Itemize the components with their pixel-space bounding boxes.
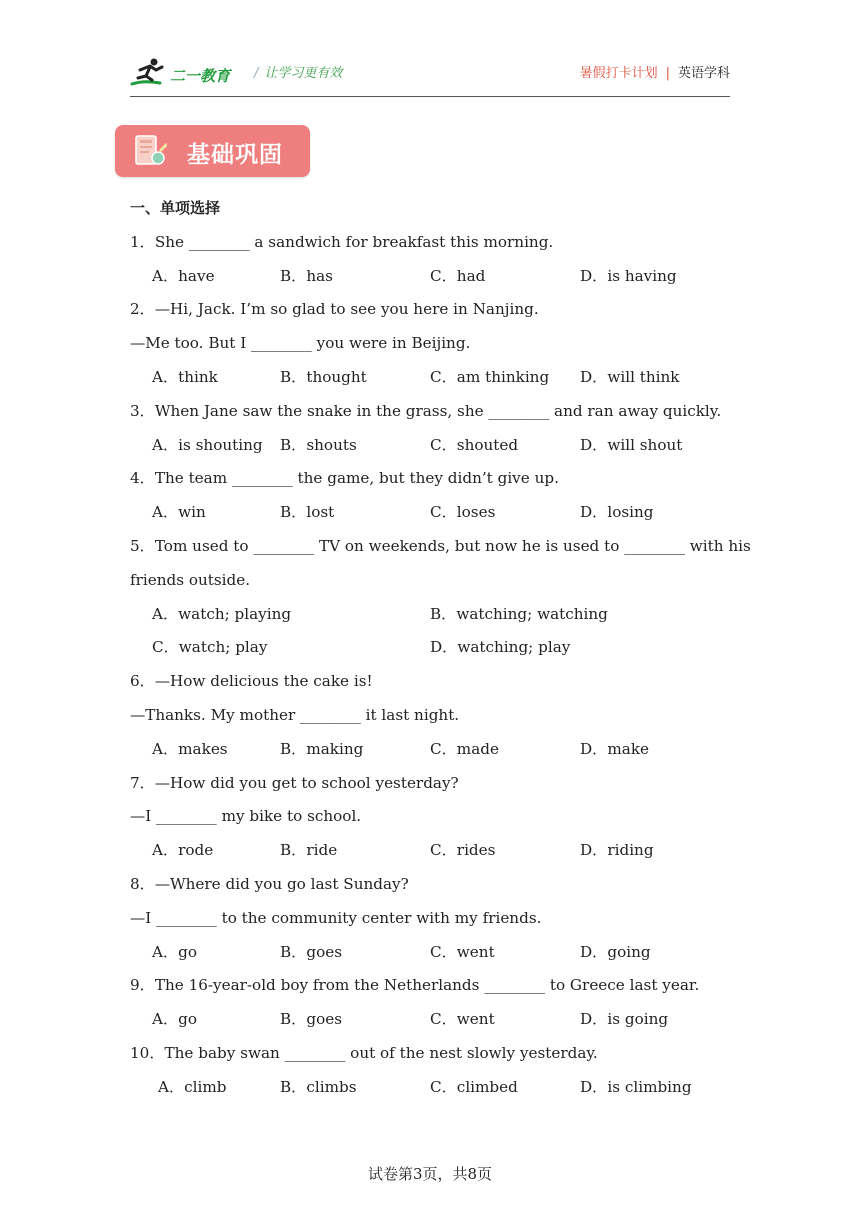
option-c: C．am thinking xyxy=(430,367,550,386)
option-b: B．ride xyxy=(280,841,338,860)
option-row xyxy=(130,834,730,868)
option-c: C．watch; play xyxy=(152,638,268,657)
option-c: C．climbed xyxy=(430,1077,518,1096)
plan-divider: | xyxy=(665,66,670,81)
option-row xyxy=(130,631,730,665)
option-a: A．think xyxy=(152,367,218,386)
option-d: D．make xyxy=(580,739,650,758)
question-stem: friends outside. xyxy=(130,570,251,589)
option-c: C．went xyxy=(430,942,495,961)
logo-text: 二一教育 xyxy=(170,67,231,85)
option-d: D．riding xyxy=(580,841,654,860)
page-footer: 试卷第3页，共8页 xyxy=(367,1165,493,1183)
header-rule xyxy=(130,96,730,97)
question-stem: —I ________ to the community center with my friends. xyxy=(130,908,542,927)
option-b: B．goes xyxy=(280,1010,342,1029)
option-c: C．loses xyxy=(430,503,496,522)
question-stem: —Me too. But I ________ you were in Beijing. xyxy=(130,334,471,353)
slogan xyxy=(254,62,342,81)
option-b: B．watching; watching xyxy=(430,604,608,623)
option-row xyxy=(130,733,730,767)
brand-logo xyxy=(130,56,245,90)
option-a: A．rode xyxy=(152,841,214,860)
option-row xyxy=(130,496,730,530)
question-stem: 9．The 16-year-old boy from the Netherlands ________ to Greece last year. xyxy=(130,976,700,995)
option-row xyxy=(130,429,730,463)
slogan-divider: / xyxy=(254,66,259,81)
option-d: D．will shout xyxy=(580,435,683,454)
page-header xyxy=(130,56,730,96)
option-a: A．watch; playing xyxy=(152,604,292,623)
option-row xyxy=(130,361,730,395)
option-b: B．climbs xyxy=(280,1077,357,1096)
question-stem: 2．—Hi, Jack. I’m so glad to see you here in Nanjing. xyxy=(130,300,539,319)
option-a: A．have xyxy=(152,266,215,285)
runner-logo-icon xyxy=(130,56,170,90)
option-b: B．lost xyxy=(280,503,335,522)
question-content xyxy=(130,192,751,1105)
option-a: A．go xyxy=(152,1010,198,1029)
option-c: C．rides xyxy=(430,841,496,860)
option-a: A．go xyxy=(152,942,198,961)
question-stem: 6．—How delicious the cake is! xyxy=(130,672,373,691)
question-stem: 1．She ________ a sandwich for breakfast this morning. xyxy=(130,232,554,251)
option-d: D．watching; play xyxy=(430,638,571,657)
subject-label: 英语学科 xyxy=(677,66,730,81)
option-b: B．thought xyxy=(280,367,367,386)
option-d: D．losing xyxy=(580,503,654,522)
section-banner xyxy=(115,125,310,177)
option-c: C．went xyxy=(430,1010,495,1029)
option-row xyxy=(130,1071,730,1105)
option-b: B．making xyxy=(280,739,364,758)
option-row xyxy=(130,598,730,632)
question-stem: 4．The team ________ the game, but they didn’t give up. xyxy=(130,469,559,488)
option-d: D．is climbing xyxy=(580,1077,692,1096)
option-a: A．climb xyxy=(158,1077,227,1096)
question-stem: 3．When Jane saw the snake in the grass, she ________ and ran away quickly. xyxy=(130,401,722,420)
question-stem: 5．Tom used to ________ TV on weekends, but now he is used to ________ with his xyxy=(130,536,751,555)
option-a: A．win xyxy=(152,503,206,522)
slogan-text: 让学习更有效 xyxy=(264,66,343,81)
option-d: D．is going xyxy=(580,1010,669,1029)
option-d: D．is having xyxy=(580,266,677,285)
notebook-icon xyxy=(133,133,167,169)
option-c: C．had xyxy=(430,266,486,285)
header-plan xyxy=(580,62,730,81)
section-title: 基础巩固 xyxy=(187,142,283,168)
option-row xyxy=(130,260,730,294)
option-b: B．has xyxy=(280,266,333,285)
plan-label: 暑假打卡计划 xyxy=(579,66,658,81)
part-title: 一、单项选择 xyxy=(130,199,221,217)
question-stem: —Thanks. My mother ________ it last night. xyxy=(130,705,460,724)
question-stem: 10．The baby swan ________ out of the nest slowly yesterday. xyxy=(130,1043,598,1062)
option-row xyxy=(130,936,730,970)
option-d: D．going xyxy=(580,942,651,961)
option-c: C．made xyxy=(430,739,499,758)
option-d: D．will think xyxy=(580,367,680,386)
option-a: A．is shouting xyxy=(152,435,263,454)
option-b: B．shouts xyxy=(280,435,357,454)
question-stem: —I ________ my bike to school. xyxy=(130,807,362,826)
option-b: B．goes xyxy=(280,942,342,961)
question-stem: 7．—How did you get to school yesterday? xyxy=(130,773,459,792)
option-c: C．shouted xyxy=(430,435,519,454)
option-row xyxy=(130,1003,730,1037)
option-a: A．makes xyxy=(152,739,228,758)
question-stem: 8．—Where did you go last Sunday? xyxy=(130,874,409,893)
